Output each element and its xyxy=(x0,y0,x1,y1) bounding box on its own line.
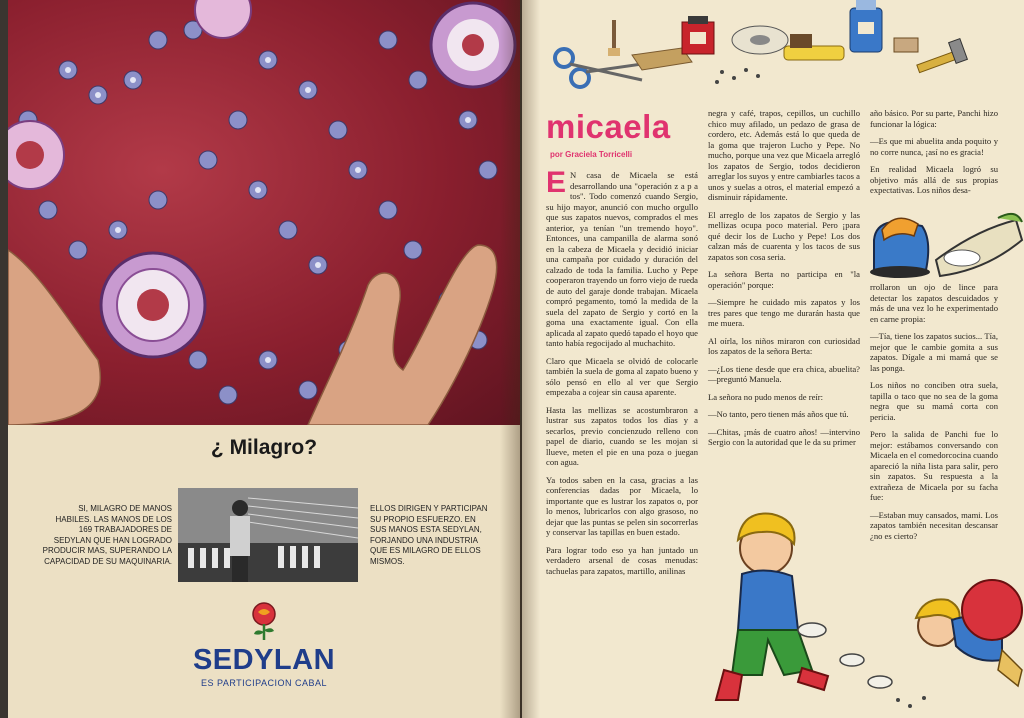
text-column-1: E N casa de Micaela se está desarrollando una "operación z a p a tos". Todo comenzó cuando Sergio, su hijo mayor, anunció con mucho orgullo que sus zapatos nuevos, comprados el mes anterior, ya tenían "un tremendo hoyo". Entonces, una campanilla de alarma sonó en la cabeza de Micaela y decidió iniciar una campaña por cuidado y duración del calzado de toda la familia. Lucho y Pepe cooperaron trayendo un forro viejo de rueda de auto del garaje donde trabajan. Micaela compró pegamento, tomó la medida de la suela del zapato de Sergio y cortó en la goma una exactamente igual. Con ella aplicada al zapato quedó tapado el hoyo que tanto había regocijado al muchachito. Claro que Micaela se olvidó de colocarle también la suela de goma al zapato bueno y sólo pensó en ello al ver que Sergio empezaba a cojear sin causa aparente. Hasta las mellizas se acostumbraron a lustrar sus zapatos todos los días y a secarlos, previo concienzudo relleno con papel de diario, cuando se les mojan si llueve, meten el pie en una poza o juegan con agua. Ya todos saben en la casa, gracias a las conferencias dadas por Micaela, lo importante que es lustrar los zapatos o, por lo menos, lubricarlos con algo grasoso, no dejar que las puntas se pelen sin socorrerlas y conservar las tapillas en buen estado. Para lograr todo eso ya han juntado un verdadero arsenal de cosas menudas: tachuelas para zapatos, martillo, anilinas xyxy=(546,166,698,576)
story-author: por Graciela Torricelli xyxy=(550,150,633,159)
dye-jar-icon xyxy=(682,16,714,54)
girl-figure xyxy=(916,580,1022,686)
ad-headline: ¿ Milagro? xyxy=(210,436,318,459)
factory-photo xyxy=(178,488,358,582)
text-column-2: negra y café, trapos, cepillos, un cuchillo chico muy afilado, un pedazo de grasa de cordero, etc. Además está lo que queda de la goma que trajeron Lucho y Pepe. No mucho, porque una vez que Micaela arregló los zapatos de Sergio, todos decidieron arreglar los suyos y entre cambiarles tacos a unos y suelas a otros, el material empezó a disminuir rápidamente. El arreglo de los zapatos de Sergio y las mellizas ocupa poco material. Pero ¡para qué decir los de Lucho y Pepe! Los dos calzan más de cuarenta y los tacos de sus zapatos son cosa seria. La señora Berta no participa en "la operación" porque: —Siempre he cuidado mis zapatos y los tres pares que tengo me durarán hasta que me muera. Al oírla, los niños miraron con curiosidad los zapatos de la señora Berta: —¿Los tiene desde que era chica, abuelita? —preguntó Manuela. La señora no pudo menos de reír: —No tanto, pero tienen más años que tú. —Chitas, ¡más de cuatro años! —intervino Sergio con la autoridad que le da su primer xyxy=(708,108,860,447)
large-flower-4 xyxy=(195,0,251,38)
shoe-repair-tools-illustration xyxy=(522,0,1024,100)
large-flower-3 xyxy=(8,121,64,189)
text-column-3-top: año básico. Por su parte, Panchi hizo funcionar la lógica: —Es que mi abuelita anda poquito y no corre nunca, ¡así no es gracia! En realidad Micaela logró su objetivo más allá de sus propias expectativas. Los niños desa- xyxy=(870,108,998,195)
scissors-icon xyxy=(555,49,642,87)
fabric-photo xyxy=(8,0,520,425)
text-column-3-bottom: rrollaron un ojo de lince para detectar los zapatos descuidados y más de una vez lo he experimentado en carne propia: —Tía, tiene los zapatos sucios... Tía, mejor que le cambie gomita a sus zapatos. Dígale a mi mamá que se las ponga. Los niños no conciben otra suela, tapilla o taco que no sea de la goma negra que su mamá corta con pericia. Pero la salida de Panchi fue lo mejor: estábamos conversando con Micaela en el comedorcocina cuando apareció la niña lista para salir, pero sin zapatos. Su respuesta a la extrañeza de Micaela por su facha fue: —Estaban muy cansados, mami. Los zapatos también necesitan descansar ¿no es cierto? xyxy=(870,282,998,541)
ad-copy-left: SI, MILAGRO DE MANOS HABILES. LAS MANOS DE LOS 169 TRABAJADORES DE SEDYLAN QUE HAN LOGRADO PRODUCIR MAS, SUPERANDO LA CAPACIDAD DE SU MAQUINARIA. xyxy=(42,504,172,566)
drop-cap: E xyxy=(546,166,567,199)
left-hand-shape xyxy=(8,250,100,425)
brush-icon xyxy=(608,20,620,56)
polish-tin-icon xyxy=(850,0,882,52)
factory-worker-illustration xyxy=(178,488,358,582)
shoe-brush-icon xyxy=(784,34,844,60)
brand-name: SEDYLAN xyxy=(192,644,336,676)
children-illustration xyxy=(702,500,1024,718)
ad-copy-right: ELLOS DIRIGEN Y PARTICIPAN SU PROPIO ESFUERZO. EN SUS MANOS ESTA SEDYLAN, FORJANDO UNA INDUSTRIA QUE ES MILAGRO DE ELLOS MISMOS. xyxy=(370,504,488,566)
tack-box-icon xyxy=(894,38,918,52)
shoes-illustration xyxy=(866,200,1024,282)
story-title: micaela xyxy=(546,108,671,145)
large-flower-1 xyxy=(101,253,205,357)
rose-logo-icon xyxy=(244,600,284,647)
brand-tagline: ES PARTICIPACION CABAL xyxy=(200,678,328,688)
right-page-story xyxy=(522,0,1024,718)
tape-roll-icon xyxy=(732,26,788,54)
right-hand-shape xyxy=(308,245,497,425)
hammer-icon xyxy=(917,39,968,73)
left-page-advertisement xyxy=(8,0,520,718)
page-gutter xyxy=(500,0,540,718)
flower-pattern-illustration xyxy=(8,0,520,425)
boy-figure xyxy=(716,514,828,700)
